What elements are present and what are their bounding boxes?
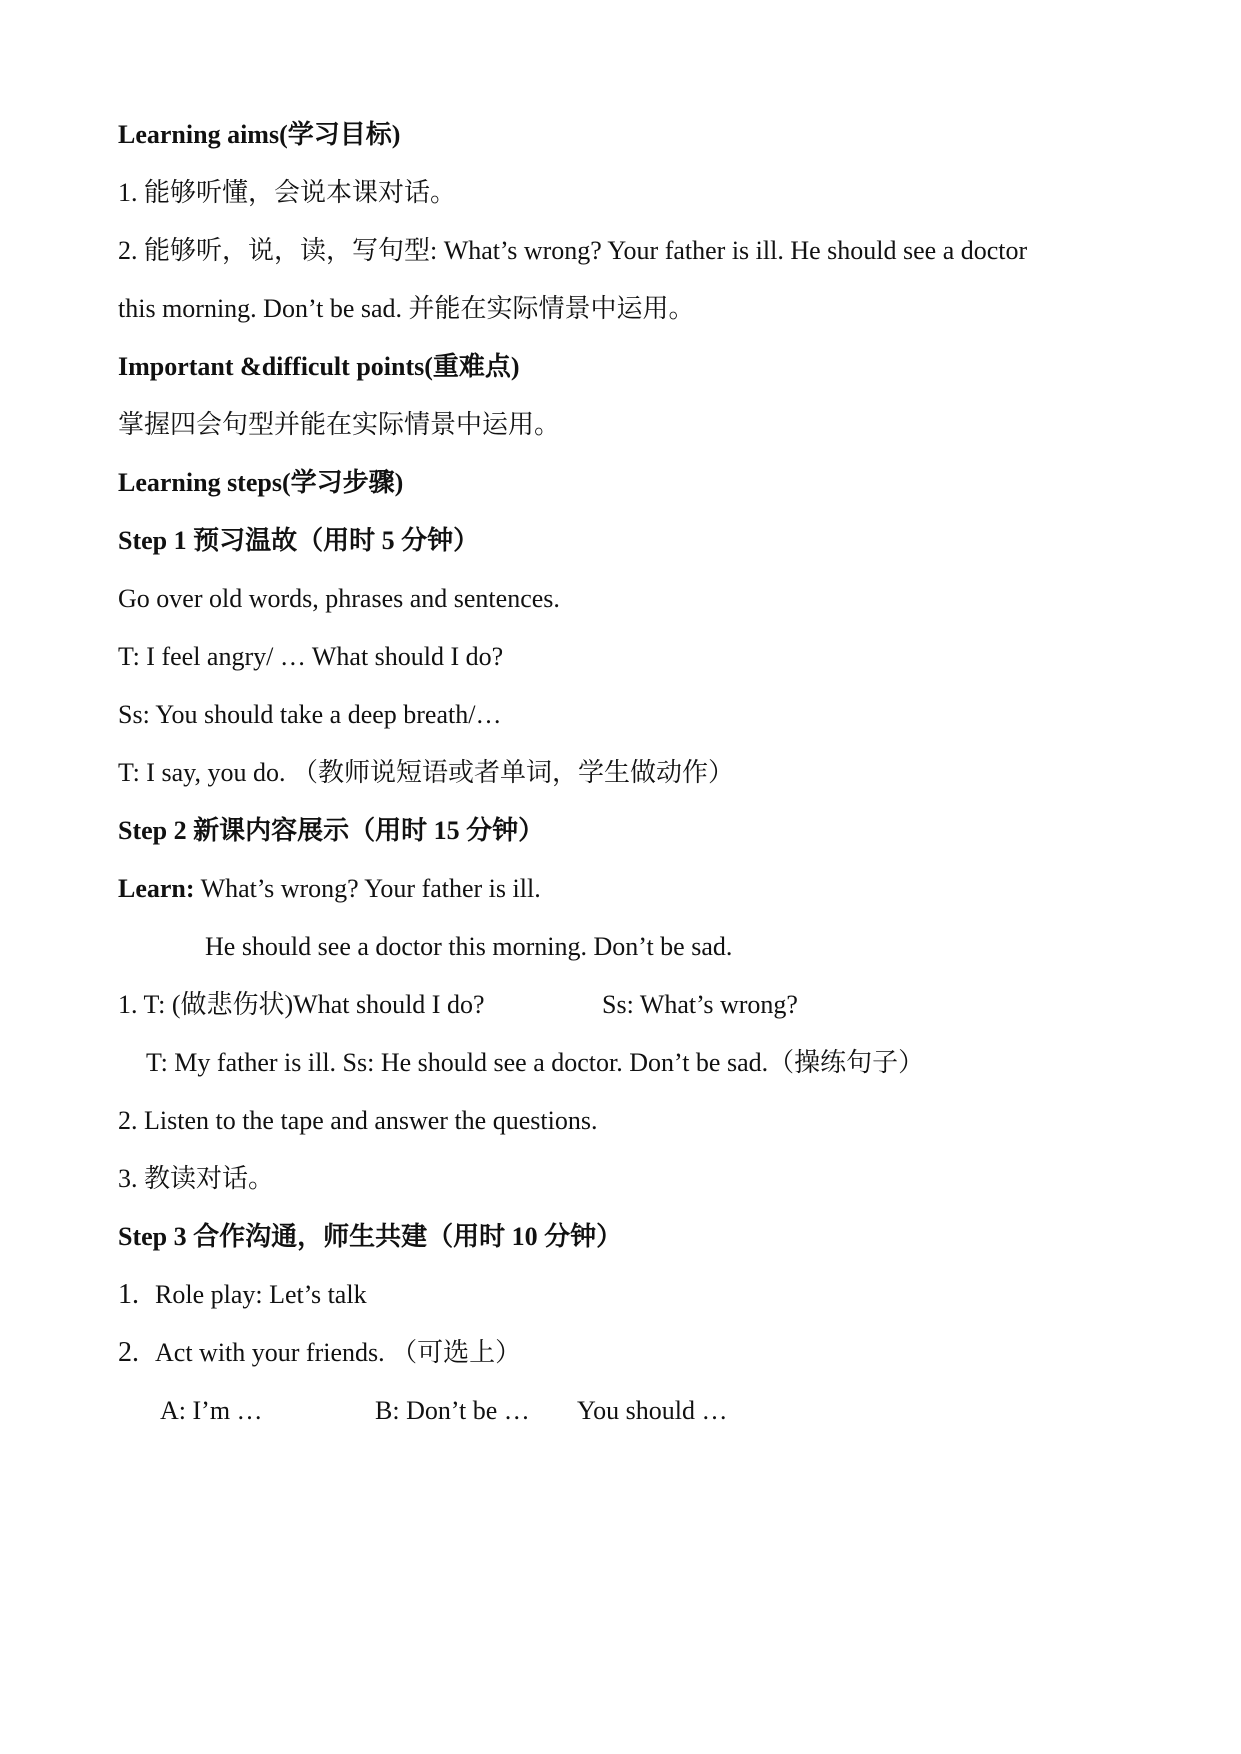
dialogue-b: B: Don’t be … — [375, 1396, 530, 1425]
learning-aims-heading: Learning aims(学习目标) — [118, 120, 401, 149]
step2-item-1-dialogue: T: My father is ill. Ss: He should see a doctor. Don’t be sad.（操练句子） — [146, 1048, 925, 1077]
step3-item-1 — [118, 1279, 367, 1311]
step3-item-2 — [118, 1337, 521, 1369]
step3-dialogue-line — [160, 1395, 728, 1427]
aims-item-2-line-2: this morning. Don’t be sad. 并能在实际情景中运用。 — [118, 294, 695, 323]
step2-heading: Step 2 新课内容展示（用时 15 分钟） — [118, 816, 545, 845]
step2-learn-line — [118, 873, 541, 905]
step3-heading: Step 3 合作沟通，师生共建（用时 10 分钟） — [118, 1222, 623, 1251]
step3-item-1-text: Role play: Let’s talk — [155, 1280, 367, 1309]
step2-item-3: 3. 教读对话。 — [118, 1164, 275, 1193]
step3-item-2-number: 2. — [118, 1337, 139, 1368]
important-points-heading: Important &difficult points(重难点) — [118, 352, 520, 381]
aims-item-2-line-1: 2. 能够听，说，读，写句型: What’s wrong? Your father is ill. He should see a doctor — [118, 236, 1028, 265]
step1-line-2: T: I feel angry/ … What should I do? — [118, 642, 504, 671]
step2-item-1-students: Ss: What’s wrong? — [602, 990, 798, 1019]
step2-item-1-teacher: 1. T: (做悲伤状)What should I do? — [118, 990, 485, 1019]
learn-label: Learn: — [118, 874, 195, 903]
dialogue-a: A: I’m … — [160, 1396, 263, 1425]
step3-item-1-number: 1. — [118, 1279, 139, 1310]
step1-line-1: Go over old words, phrases and sentences. — [118, 584, 560, 613]
important-points-text: 掌握四会句型并能在实际情景中运用。 — [118, 410, 561, 439]
step2-learn-line-2: He should see a doctor this morning. Don’t be sad. — [205, 932, 733, 961]
learning-steps-heading: Learning steps(学习步骤) — [118, 468, 404, 497]
step2-item-1 — [118, 989, 798, 1021]
step1-heading: Step 1 预习温故（用时 5 分钟） — [118, 526, 480, 555]
step2-item-2: 2. Listen to the tape and answer the questions. — [118, 1106, 598, 1135]
learn-text: What’s wrong? Your father is ill. — [194, 874, 541, 903]
aims-item-1: 1. 能够听懂，会说本课对话。 — [118, 178, 457, 207]
step3-item-2-text: Act with your friends. （可选上） — [155, 1338, 522, 1367]
dialogue-c: You should … — [577, 1396, 728, 1425]
step1-line-4: T: I say, you do. （教师说短语或者单词，学生做动作） — [118, 758, 734, 787]
step1-line-3: Ss: You should take a deep breath/… — [118, 700, 502, 729]
